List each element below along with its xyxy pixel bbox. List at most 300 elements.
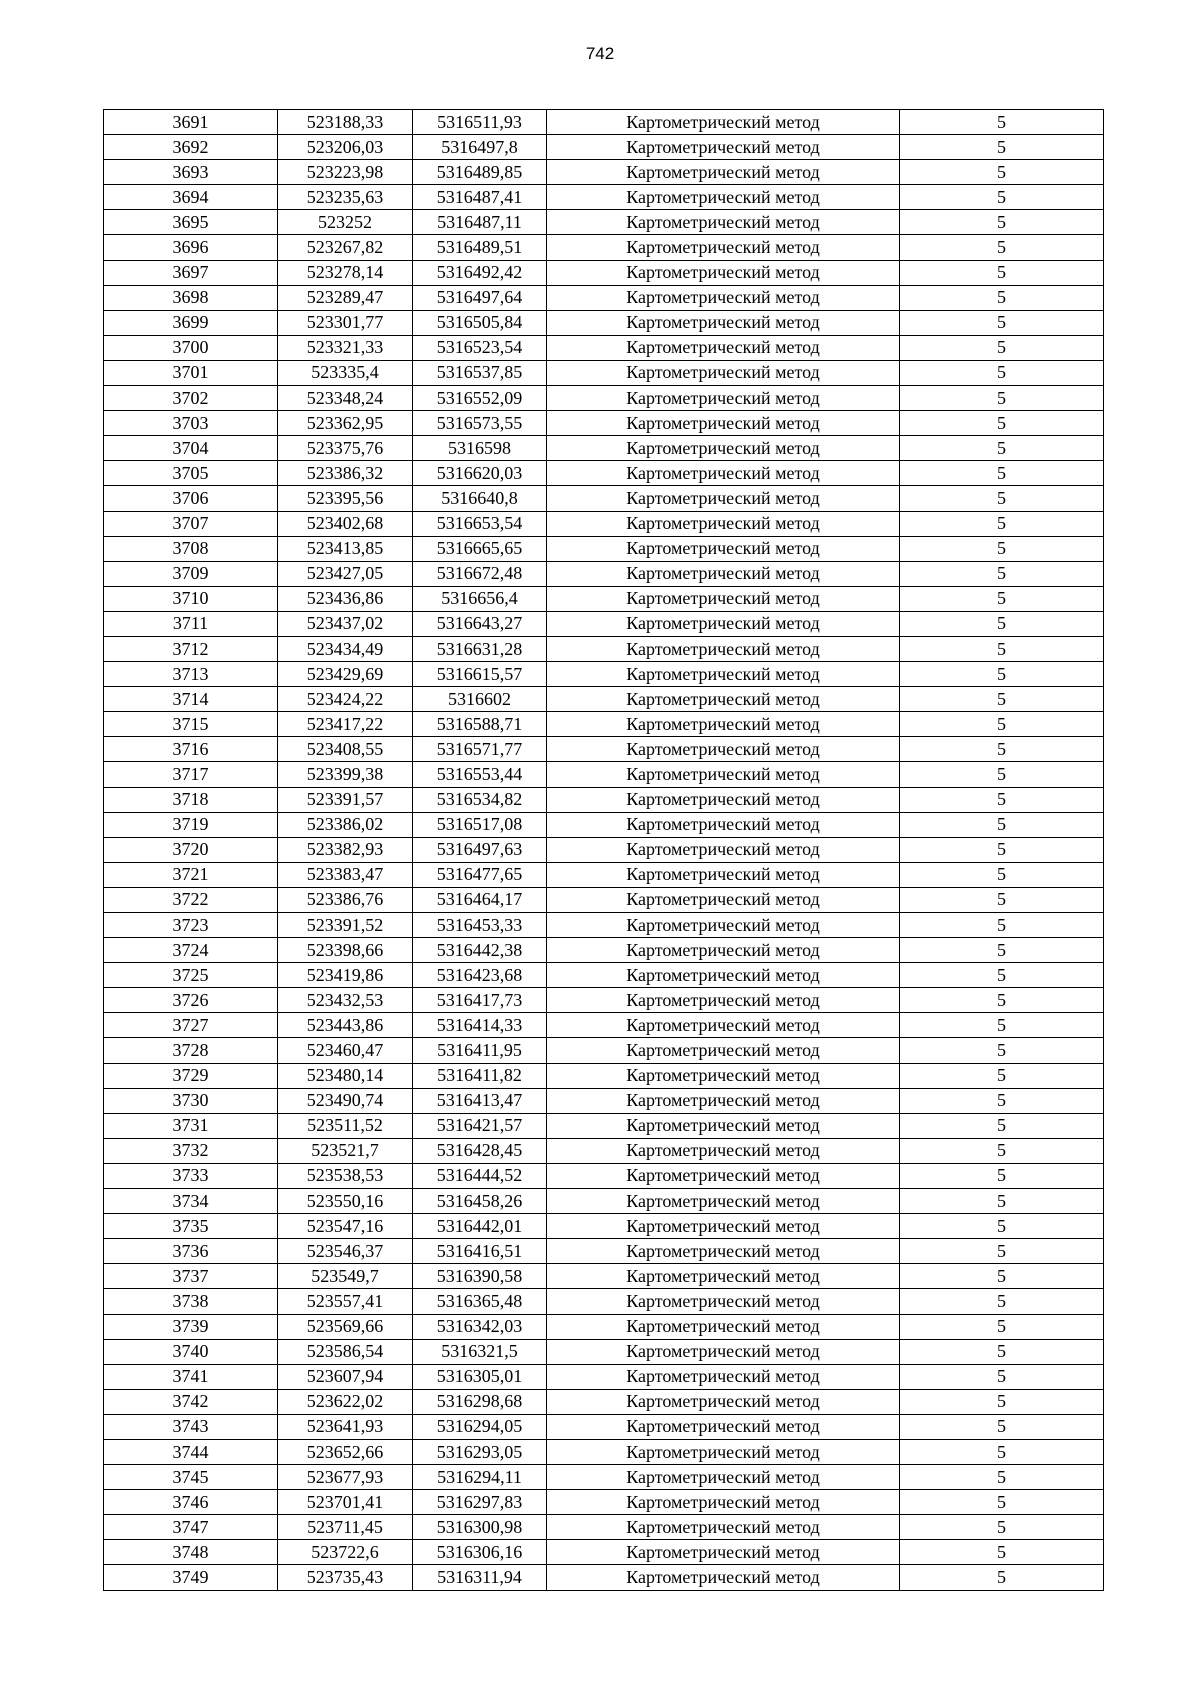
y-coordinate-cell: 5316537,85 — [413, 360, 547, 385]
accuracy-cell: 5 — [900, 787, 1104, 812]
method-cell: Картометрический метод — [547, 486, 900, 511]
y-coordinate-cell: 5316573,55 — [413, 411, 547, 436]
table-row — [104, 386, 1104, 411]
y-coordinate-cell: 5316571,77 — [413, 737, 547, 762]
x-coordinate-cell: 523677,93 — [278, 1465, 413, 1490]
point-number-cell: 3708 — [104, 536, 278, 561]
y-coordinate-cell: 5316653,54 — [413, 511, 547, 536]
method-cell: Картометрический метод — [547, 461, 900, 486]
point-number-cell: 3744 — [104, 1439, 278, 1464]
table-row — [104, 1540, 1104, 1565]
method-cell: Картометрический метод — [547, 1439, 900, 1464]
table-row — [104, 1490, 1104, 1515]
table-row — [104, 1339, 1104, 1364]
y-coordinate-cell: 5316413,47 — [413, 1088, 547, 1113]
accuracy-cell: 5 — [900, 135, 1104, 160]
table-row — [104, 712, 1104, 737]
x-coordinate-cell: 523362,95 — [278, 411, 413, 436]
point-number-cell: 3717 — [104, 762, 278, 787]
table-row — [104, 1189, 1104, 1214]
x-coordinate-cell: 523335,4 — [278, 360, 413, 385]
table-row — [104, 1439, 1104, 1464]
x-coordinate-cell: 523436,86 — [278, 586, 413, 611]
table-row — [104, 536, 1104, 561]
y-coordinate-cell: 5316428,45 — [413, 1138, 547, 1163]
x-coordinate-cell: 523550,16 — [278, 1189, 413, 1214]
accuracy-cell: 5 — [900, 662, 1104, 687]
point-number-cell: 3721 — [104, 862, 278, 887]
x-coordinate-cell: 523427,05 — [278, 561, 413, 586]
x-coordinate-cell: 523399,38 — [278, 762, 413, 787]
accuracy-cell: 5 — [900, 436, 1104, 461]
x-coordinate-cell: 523301,77 — [278, 310, 413, 335]
method-cell: Картометрический метод — [547, 511, 900, 536]
y-coordinate-cell: 5316517,08 — [413, 812, 547, 837]
method-cell: Картометрический метод — [547, 687, 900, 712]
accuracy-cell: 5 — [900, 1490, 1104, 1515]
method-cell: Картометрический метод — [547, 887, 900, 912]
accuracy-cell: 5 — [900, 1389, 1104, 1414]
point-number-cell: 3747 — [104, 1515, 278, 1540]
accuracy-cell: 5 — [900, 862, 1104, 887]
point-number-cell: 3719 — [104, 812, 278, 837]
method-cell: Картометрический метод — [547, 938, 900, 963]
x-coordinate-cell: 523434,49 — [278, 636, 413, 661]
y-coordinate-cell: 5316487,41 — [413, 185, 547, 210]
accuracy-cell: 5 — [900, 1465, 1104, 1490]
x-coordinate-cell: 523569,66 — [278, 1314, 413, 1339]
method-cell: Картометрический метод — [547, 561, 900, 586]
y-coordinate-cell: 5316442,38 — [413, 938, 547, 963]
y-coordinate-cell: 5316640,8 — [413, 486, 547, 511]
y-coordinate-cell: 5316342,03 — [413, 1314, 547, 1339]
x-coordinate-cell: 523391,57 — [278, 787, 413, 812]
x-coordinate-cell: 523386,32 — [278, 461, 413, 486]
y-coordinate-cell: 5316497,64 — [413, 285, 547, 310]
point-number-cell: 3749 — [104, 1565, 278, 1590]
x-coordinate-cell: 523413,85 — [278, 536, 413, 561]
point-number-cell: 3698 — [104, 285, 278, 310]
table-row — [104, 1289, 1104, 1314]
method-cell: Картометрический метод — [547, 310, 900, 335]
accuracy-cell: 5 — [900, 737, 1104, 762]
point-number-cell: 3743 — [104, 1414, 278, 1439]
method-cell: Картометрический метод — [547, 1038, 900, 1063]
y-coordinate-cell: 5316523,54 — [413, 335, 547, 360]
point-number-cell: 3741 — [104, 1364, 278, 1389]
point-number-cell: 3745 — [104, 1465, 278, 1490]
y-coordinate-cell: 5316442,01 — [413, 1214, 547, 1239]
method-cell: Картометрический метод — [547, 662, 900, 687]
method-cell: Картометрический метод — [547, 812, 900, 837]
point-number-cell: 3722 — [104, 887, 278, 912]
accuracy-cell: 5 — [900, 887, 1104, 912]
table-row — [104, 1163, 1104, 1188]
method-cell: Картометрический метод — [547, 712, 900, 737]
table-row — [104, 511, 1104, 536]
point-number-cell: 3720 — [104, 837, 278, 862]
table-row — [104, 1465, 1104, 1490]
x-coordinate-cell: 523480,14 — [278, 1063, 413, 1088]
x-coordinate-cell: 523547,16 — [278, 1214, 413, 1239]
point-number-cell: 3723 — [104, 913, 278, 938]
y-coordinate-cell: 5316492,42 — [413, 260, 547, 285]
method-cell: Картометрический метод — [547, 235, 900, 260]
x-coordinate-cell: 523223,98 — [278, 160, 413, 185]
point-number-cell: 3731 — [104, 1113, 278, 1138]
table-row — [104, 335, 1104, 360]
x-coordinate-cell: 523711,45 — [278, 1515, 413, 1540]
accuracy-cell: 5 — [900, 360, 1104, 385]
accuracy-cell: 5 — [900, 1515, 1104, 1540]
y-coordinate-cell: 5316411,82 — [413, 1063, 547, 1088]
table-row — [104, 210, 1104, 235]
point-number-cell: 3727 — [104, 1013, 278, 1038]
table-row — [104, 1389, 1104, 1414]
table-row — [104, 1565, 1104, 1590]
x-coordinate-cell: 523391,52 — [278, 913, 413, 938]
method-cell: Картометрический метод — [547, 1264, 900, 1289]
y-coordinate-cell: 5316297,83 — [413, 1490, 547, 1515]
point-number-cell: 3738 — [104, 1289, 278, 1314]
table-row — [104, 411, 1104, 436]
method-cell: Картометрический метод — [547, 636, 900, 661]
method-cell: Картометрический метод — [547, 1113, 900, 1138]
accuracy-cell: 5 — [900, 712, 1104, 737]
x-coordinate-cell: 523538,53 — [278, 1163, 413, 1188]
y-coordinate-cell: 5316311,94 — [413, 1565, 547, 1590]
y-coordinate-cell: 5316453,33 — [413, 913, 547, 938]
point-number-cell: 3729 — [104, 1063, 278, 1088]
accuracy-cell: 5 — [900, 285, 1104, 310]
y-coordinate-cell: 5316497,63 — [413, 837, 547, 862]
point-number-cell: 3699 — [104, 310, 278, 335]
table-row — [104, 687, 1104, 712]
y-coordinate-cell: 5316534,82 — [413, 787, 547, 812]
table-row — [104, 160, 1104, 185]
method-cell: Картометрический метод — [547, 185, 900, 210]
point-number-cell: 3716 — [104, 737, 278, 762]
accuracy-cell: 5 — [900, 411, 1104, 436]
method-cell: Картометрический метод — [547, 1163, 900, 1188]
y-coordinate-cell: 5316294,05 — [413, 1414, 547, 1439]
y-coordinate-cell: 5316489,85 — [413, 160, 547, 185]
method-cell: Картометрический метод — [547, 110, 900, 135]
x-coordinate-cell: 523586,54 — [278, 1339, 413, 1364]
method-cell: Картометрический метод — [547, 611, 900, 636]
table-row — [104, 762, 1104, 787]
point-number-cell: 3704 — [104, 436, 278, 461]
table-row — [104, 837, 1104, 862]
accuracy-cell: 5 — [900, 1339, 1104, 1364]
coordinates-table — [103, 109, 1104, 1591]
method-cell: Картометрический метод — [547, 862, 900, 887]
method-cell: Картометрический метод — [547, 436, 900, 461]
table-row — [104, 611, 1104, 636]
table-row — [104, 486, 1104, 511]
x-coordinate-cell: 523443,86 — [278, 1013, 413, 1038]
y-coordinate-cell: 5316477,65 — [413, 862, 547, 887]
accuracy-cell: 5 — [900, 386, 1104, 411]
y-coordinate-cell: 5316505,84 — [413, 310, 547, 335]
method-cell: Картометрический метод — [547, 360, 900, 385]
point-number-cell: 3735 — [104, 1214, 278, 1239]
accuracy-cell: 5 — [900, 913, 1104, 938]
table-row — [104, 787, 1104, 812]
point-number-cell: 3691 — [104, 110, 278, 135]
table-row — [104, 1364, 1104, 1389]
method-cell: Картометрический метод — [547, 1063, 900, 1088]
point-number-cell: 3713 — [104, 662, 278, 687]
x-coordinate-cell: 523652,66 — [278, 1439, 413, 1464]
y-coordinate-cell: 5316421,57 — [413, 1113, 547, 1138]
y-coordinate-cell: 5316298,68 — [413, 1389, 547, 1414]
y-coordinate-cell: 5316487,11 — [413, 210, 547, 235]
x-coordinate-cell: 523511,52 — [278, 1113, 413, 1138]
accuracy-cell: 5 — [900, 185, 1104, 210]
y-coordinate-cell: 5316411,95 — [413, 1038, 547, 1063]
point-number-cell: 3737 — [104, 1264, 278, 1289]
table-row — [104, 1515, 1104, 1540]
point-number-cell: 3724 — [104, 938, 278, 963]
point-number-cell: 3728 — [104, 1038, 278, 1063]
y-coordinate-cell: 5316444,52 — [413, 1163, 547, 1188]
point-number-cell: 3714 — [104, 687, 278, 712]
y-coordinate-cell: 5316553,44 — [413, 762, 547, 787]
x-coordinate-cell: 523206,03 — [278, 135, 413, 160]
method-cell: Картометрический метод — [547, 210, 900, 235]
accuracy-cell: 5 — [900, 988, 1104, 1013]
accuracy-cell: 5 — [900, 511, 1104, 536]
table-row — [104, 135, 1104, 160]
accuracy-cell: 5 — [900, 1113, 1104, 1138]
method-cell: Картометрический метод — [547, 586, 900, 611]
x-coordinate-cell: 523701,41 — [278, 1490, 413, 1515]
y-coordinate-cell: 5316631,28 — [413, 636, 547, 661]
y-coordinate-cell: 5316293,05 — [413, 1439, 547, 1464]
table-row — [104, 662, 1104, 687]
point-number-cell: 3703 — [104, 411, 278, 436]
x-coordinate-cell: 523188,33 — [278, 110, 413, 135]
accuracy-cell: 5 — [900, 536, 1104, 561]
accuracy-cell: 5 — [900, 210, 1104, 235]
point-number-cell: 3700 — [104, 335, 278, 360]
point-number-cell: 3742 — [104, 1389, 278, 1414]
x-coordinate-cell: 523722,6 — [278, 1540, 413, 1565]
table-row — [104, 938, 1104, 963]
accuracy-cell: 5 — [900, 1414, 1104, 1439]
accuracy-cell: 5 — [900, 762, 1104, 787]
method-cell: Картометрический метод — [547, 913, 900, 938]
accuracy-cell: 5 — [900, 1314, 1104, 1339]
accuracy-cell: 5 — [900, 1565, 1104, 1590]
point-number-cell: 3732 — [104, 1138, 278, 1163]
point-number-cell: 3748 — [104, 1540, 278, 1565]
point-number-cell: 3740 — [104, 1339, 278, 1364]
point-number-cell: 3707 — [104, 511, 278, 536]
accuracy-cell: 5 — [900, 260, 1104, 285]
table-row — [104, 1138, 1104, 1163]
y-coordinate-cell: 5316656,4 — [413, 586, 547, 611]
accuracy-cell: 5 — [900, 812, 1104, 837]
method-cell: Картометрический метод — [547, 1189, 900, 1214]
method-cell: Картометрический метод — [547, 1540, 900, 1565]
point-number-cell: 3709 — [104, 561, 278, 586]
y-coordinate-cell: 5316417,73 — [413, 988, 547, 1013]
point-number-cell: 3702 — [104, 386, 278, 411]
accuracy-cell: 5 — [900, 1239, 1104, 1264]
method-cell: Картометрический метод — [547, 1289, 900, 1314]
method-cell: Картометрический метод — [547, 135, 900, 160]
accuracy-cell: 5 — [900, 1138, 1104, 1163]
x-coordinate-cell: 523549,7 — [278, 1264, 413, 1289]
coordinates-table-body — [104, 110, 1104, 1591]
table-row — [104, 913, 1104, 938]
point-number-cell: 3725 — [104, 963, 278, 988]
method-cell: Картометрический метод — [547, 536, 900, 561]
method-cell: Картометрический метод — [547, 1515, 900, 1540]
x-coordinate-cell: 523735,43 — [278, 1565, 413, 1590]
table-row — [104, 636, 1104, 661]
point-number-cell: 3692 — [104, 135, 278, 160]
accuracy-cell: 5 — [900, 938, 1104, 963]
x-coordinate-cell: 523386,02 — [278, 812, 413, 837]
x-coordinate-cell: 523408,55 — [278, 737, 413, 762]
table-row — [104, 1113, 1104, 1138]
accuracy-cell: 5 — [900, 1189, 1104, 1214]
method-cell: Картометрический метод — [547, 1013, 900, 1038]
x-coordinate-cell: 523289,47 — [278, 285, 413, 310]
x-coordinate-cell: 523521,7 — [278, 1138, 413, 1163]
method-cell: Картометрический метод — [547, 1339, 900, 1364]
table-row — [104, 561, 1104, 586]
point-number-cell: 3730 — [104, 1088, 278, 1113]
method-cell: Картометрический метод — [547, 1389, 900, 1414]
method-cell: Картометрический метод — [547, 1088, 900, 1113]
point-number-cell: 3705 — [104, 461, 278, 486]
point-number-cell: 3697 — [104, 260, 278, 285]
y-coordinate-cell: 5316497,8 — [413, 135, 547, 160]
table-row — [104, 461, 1104, 486]
table-row — [104, 110, 1104, 135]
table-row — [104, 185, 1104, 210]
point-number-cell: 3712 — [104, 636, 278, 661]
y-coordinate-cell: 5316365,48 — [413, 1289, 547, 1314]
accuracy-cell: 5 — [900, 335, 1104, 360]
y-coordinate-cell: 5316458,26 — [413, 1189, 547, 1214]
method-cell: Картометрический метод — [547, 988, 900, 1013]
x-coordinate-cell: 523419,86 — [278, 963, 413, 988]
point-number-cell: 3734 — [104, 1189, 278, 1214]
y-coordinate-cell: 5316588,71 — [413, 712, 547, 737]
y-coordinate-cell: 5316414,33 — [413, 1013, 547, 1038]
accuracy-cell: 5 — [900, 1439, 1104, 1464]
table-row — [104, 260, 1104, 285]
point-number-cell: 3736 — [104, 1239, 278, 1264]
y-coordinate-cell: 5316416,51 — [413, 1239, 547, 1264]
y-coordinate-cell: 5316300,98 — [413, 1515, 547, 1540]
method-cell: Картометрический метод — [547, 1490, 900, 1515]
y-coordinate-cell: 5316620,03 — [413, 461, 547, 486]
method-cell: Картометрический метод — [547, 1314, 900, 1339]
table-row — [104, 235, 1104, 260]
accuracy-cell: 5 — [900, 461, 1104, 486]
method-cell: Картометрический метод — [547, 1414, 900, 1439]
method-cell: Картометрический метод — [547, 1138, 900, 1163]
method-cell: Картометрический метод — [547, 837, 900, 862]
accuracy-cell: 5 — [900, 1214, 1104, 1239]
x-coordinate-cell: 523386,76 — [278, 887, 413, 912]
table-row — [104, 1088, 1104, 1113]
y-coordinate-cell: 5316390,58 — [413, 1264, 547, 1289]
table-row — [104, 862, 1104, 887]
y-coordinate-cell: 5316552,09 — [413, 386, 547, 411]
y-coordinate-cell: 5316305,01 — [413, 1364, 547, 1389]
method-cell: Картометрический метод — [547, 1364, 900, 1389]
accuracy-cell: 5 — [900, 486, 1104, 511]
x-coordinate-cell: 523429,69 — [278, 662, 413, 687]
y-coordinate-cell: 5316423,68 — [413, 963, 547, 988]
point-number-cell: 3694 — [104, 185, 278, 210]
accuracy-cell: 5 — [900, 1038, 1104, 1063]
method-cell: Картометрический метод — [547, 285, 900, 310]
y-coordinate-cell: 5316489,51 — [413, 235, 547, 260]
accuracy-cell: 5 — [900, 160, 1104, 185]
x-coordinate-cell: 523395,56 — [278, 486, 413, 511]
accuracy-cell: 5 — [900, 561, 1104, 586]
method-cell: Картометрический метод — [547, 762, 900, 787]
point-number-cell: 3711 — [104, 611, 278, 636]
x-coordinate-cell: 523321,33 — [278, 335, 413, 360]
y-coordinate-cell: 5316306,16 — [413, 1540, 547, 1565]
method-cell: Картометрический метод — [547, 1239, 900, 1264]
x-coordinate-cell: 523607,94 — [278, 1364, 413, 1389]
x-coordinate-cell: 523460,47 — [278, 1038, 413, 1063]
x-coordinate-cell: 523252 — [278, 210, 413, 235]
point-number-cell: 3701 — [104, 360, 278, 385]
table-row — [104, 1264, 1104, 1289]
x-coordinate-cell: 523382,93 — [278, 837, 413, 862]
table-row — [104, 1314, 1104, 1339]
y-coordinate-cell: 5316321,5 — [413, 1339, 547, 1364]
accuracy-cell: 5 — [900, 310, 1104, 335]
method-cell: Картометрический метод — [547, 963, 900, 988]
y-coordinate-cell: 5316464,17 — [413, 887, 547, 912]
x-coordinate-cell: 523348,24 — [278, 386, 413, 411]
method-cell: Картометрический метод — [547, 787, 900, 812]
page-number: 742 — [585, 44, 615, 63]
table-row — [104, 1214, 1104, 1239]
accuracy-cell: 5 — [900, 1289, 1104, 1314]
method-cell: Картометрический метод — [547, 1465, 900, 1490]
table-row — [104, 887, 1104, 912]
accuracy-cell: 5 — [900, 1163, 1104, 1188]
x-coordinate-cell: 523278,14 — [278, 260, 413, 285]
table-row — [104, 1038, 1104, 1063]
accuracy-cell: 5 — [900, 611, 1104, 636]
method-cell: Картометрический метод — [547, 335, 900, 360]
accuracy-cell: 5 — [900, 837, 1104, 862]
table-row — [104, 737, 1104, 762]
x-coordinate-cell: 523557,41 — [278, 1289, 413, 1314]
point-number-cell: 3733 — [104, 1163, 278, 1188]
accuracy-cell: 5 — [900, 586, 1104, 611]
accuracy-cell: 5 — [900, 963, 1104, 988]
accuracy-cell: 5 — [900, 1063, 1104, 1088]
table-row — [104, 1063, 1104, 1088]
y-coordinate-cell: 5316665,65 — [413, 536, 547, 561]
accuracy-cell: 5 — [900, 1088, 1104, 1113]
